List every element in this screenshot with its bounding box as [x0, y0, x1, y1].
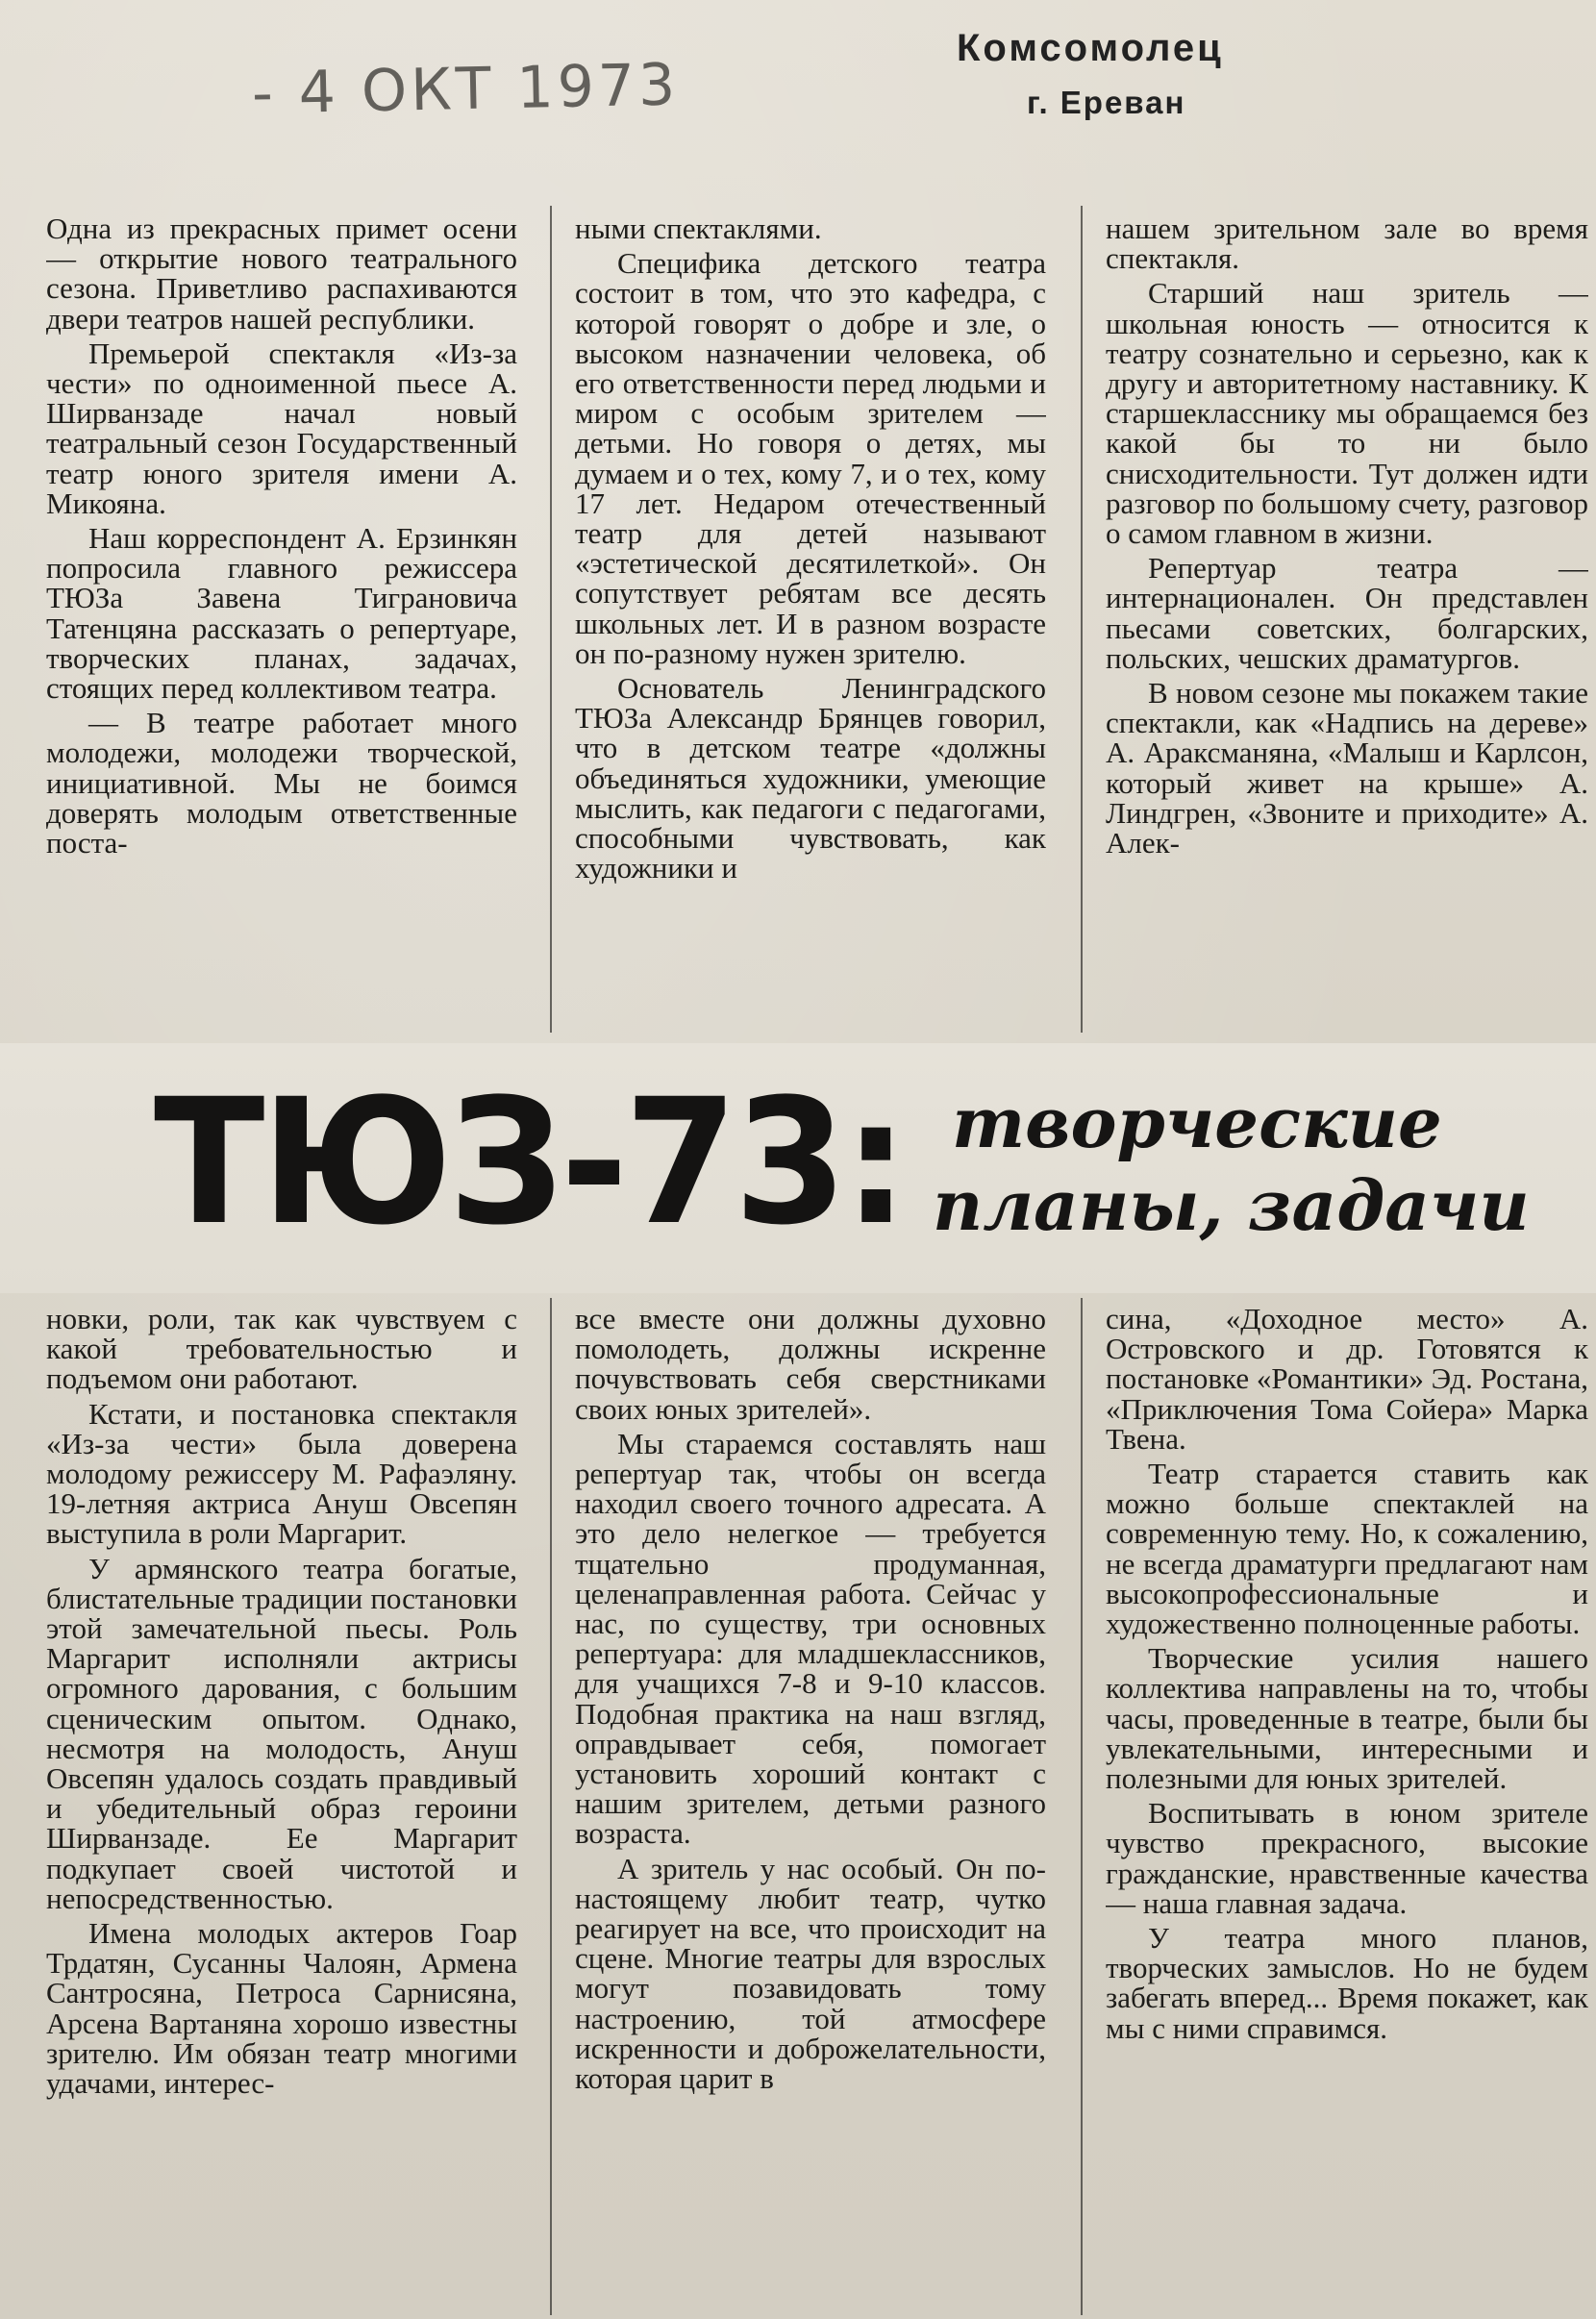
headline-subtitle-line-2: планы, задачи [933, 1164, 1530, 1246]
paragraph: Творческие усилия нашего коллектива направлены на то, чтобы часы, проведенные в театре, были бы увлекательными, интересными и полезными для юных зрителей. [1106, 1641, 1588, 1796]
newspaper-city: г. Ереван [1027, 85, 1186, 120]
paragraph: У театра много планов, творческих замыслов. Но не будем забегать вперед... Время покажет, как мы с ними справимся. [1106, 1921, 1588, 2045]
article-column-1-bottom [46, 1304, 517, 2315]
paragraph: все вместе они должны духовно помолодеть, должны искренне почувствовать себя сверстниками своих юных зрителей». [575, 1304, 1046, 1426]
paragraph: Мы стараемся составлять наш репертуар так, чтобы он всегда находил своего точного адресата. А это дело нелегкое — требуется тщательно продуманная, целенаправленная работа. Сейчас у нас, по существу, три основных репертуара: для младшеклассников, для учащихся 7-8 и 9-10 классов. Подобная практика на наш взгляд, оправдывает себя, помогает установить хороший контакт с нашим зрителем, детьми разного возраста. [575, 1426, 1046, 1851]
paragraph: Имена молодых актеров Гоар Трдатян, Сусанны Чалоян, Армена Сантросяна, Петроса Сарнисяна, Арсена Вартаняна хорошо известны зрителю. Им обязан театр многими удачами, интерес- [46, 1916, 517, 2101]
paragraph: — В театре работает много молодежи, молодежи творческой, инициативной. Мы не боимся доверять молодым ответственные поста- [46, 706, 517, 860]
paragraph: У армянского театра богатые, блистательные традиции постановки этой замечательной пьесы. Роль Маргарит исполняли актрисы огромного дарования, с большим сценическим опытом. Однако, несмотря на молодость, Ануш Овсепян удалось создать правдивый и убедительный образ героини Ширванзаде. Ее Маргарит подкупает своей чистотой и непосредственностью. [46, 1551, 517, 1915]
column-divider [550, 206, 552, 1033]
column-divider [550, 1298, 552, 2315]
column-divider [1081, 206, 1083, 1033]
paragraph: А зритель у нас особый. Он по-настоящему любит театр, чутко реагирует на все, что происходит на сцене. Многие театры для взрослых могут позавидовать тому настроению, той атмосфере искренности и доброжелательности, которая царит в [575, 1851, 1046, 2096]
paragraph: Воспитывать в юном зрителе чувство прекрасного, высокие гражданские, нравственные качества — наша главная задача. [1106, 1796, 1588, 1920]
paragraph: Кстати, и постановка спектакля «Из-за чести» была доверена молодому режиссеру М. Рафаэляну. 19-летняя актриса Ануш Овсепян выступила в роли Маргарит. [46, 1396, 517, 1551]
article-column-3-bottom [1106, 1304, 1588, 2315]
paragraph: Старший наш зритель — школьная юность — относится к театру сознательно и серьезно, как к другу и авторитетному наставнику. К старшекласснику мы обращаемся без какой бы то ни было снисходительности. Тут должен идти разговор по большому счету, разговор о самом главном в жизни. [1106, 276, 1588, 551]
article-column-2-top [575, 213, 1046, 1040]
paragraph: Основатель Ленинградского ТЮЗа Александр Брянцев говорил, что в детском театре «должны объединяться художники, умеющие мыслить, как педагоги с педагогами, способными чувствовать, как художники и [575, 671, 1046, 885]
paragraph: сина, «Доходное место» А. Островского и др. Готовятся к постановке «Романтики» Эд. Ростана, «Приключения Тома Сойера» Марка Твена. [1106, 1304, 1588, 1456]
paragraph: Репертуар театра — интернационален. Он представлен пьесами советских, болгарских, польских, чешских драматургов. [1106, 551, 1588, 675]
date-stamp: - 4 ОКТ 1973 [251, 51, 680, 128]
article-column-3-top [1106, 213, 1588, 1040]
headline-subtitle [933, 1082, 1530, 1247]
headline-subtitle-line-1: творческие [952, 1082, 1442, 1163]
article-column-2-bottom [575, 1304, 1046, 2315]
paragraph: новки, роли, так как чувствуем с какой требовательностью и подъемом они работают. [46, 1304, 517, 1396]
paragraph: Премьерой спектакля «Из-за чести» по одноименной пьесе А. Ширванзаде начал новый театральный сезон Государственный театр юного зрителя имени А. Микояна. [46, 336, 517, 520]
column-divider [1081, 1298, 1083, 2315]
newspaper-name: Комсомолец [957, 27, 1224, 69]
paragraph: Театр старается ставить как можно больше спектаклей на современную тему. Но, к сожалению, не всегда драматурги предлагают нам высокопрофессиональные и художественно полноценные работы. [1106, 1457, 1588, 1641]
paragraph: Специфика детского театра состоит в том, что это кафедра, с которой говорят о добре и зле, о высоком назначении человека, об его ответственности перед людьми и миром с особым зрителем — детьми. Но говоря о детях, мы думаем и о тех, кому 7, и о тех, кому 17 лет. Недаром отечественный театр для детей называют «эстетической десятилеткой». Он сопутствует ребятам все десять школьных лет. И в разном возрасте он по-разному нужен зрителю. [575, 246, 1046, 670]
paragraph: Наш корреспондент А. Ерзинкян попросила главного режиссера ТЮЗа Завена Тиграновича Татенцяна рассказать о репертуаре, творческих планах, задачах, стоящих перед коллективом театра. [46, 521, 517, 706]
article-column-1-top [46, 213, 517, 1040]
paragraph: В новом сезоне мы покажем такие спектакли, как «Надпись на дереве» А. Араксманяна, «Малыш и Карлсон, который живет на крыше» А. Линдгрен, «Звоните и приходите» А. Алек- [1106, 676, 1588, 860]
headline-title: ТЮЗ-73: [154, 1062, 906, 1263]
paragraph: нашем зрительном зале во время спектакля. [1106, 213, 1588, 276]
paragraph: ными спектаклями. [575, 213, 822, 245]
paragraph: Одна из прекрасных примет осени — открытие нового театрального сезона. Приветливо распахиваются двери театров нашей республики. [46, 213, 517, 336]
